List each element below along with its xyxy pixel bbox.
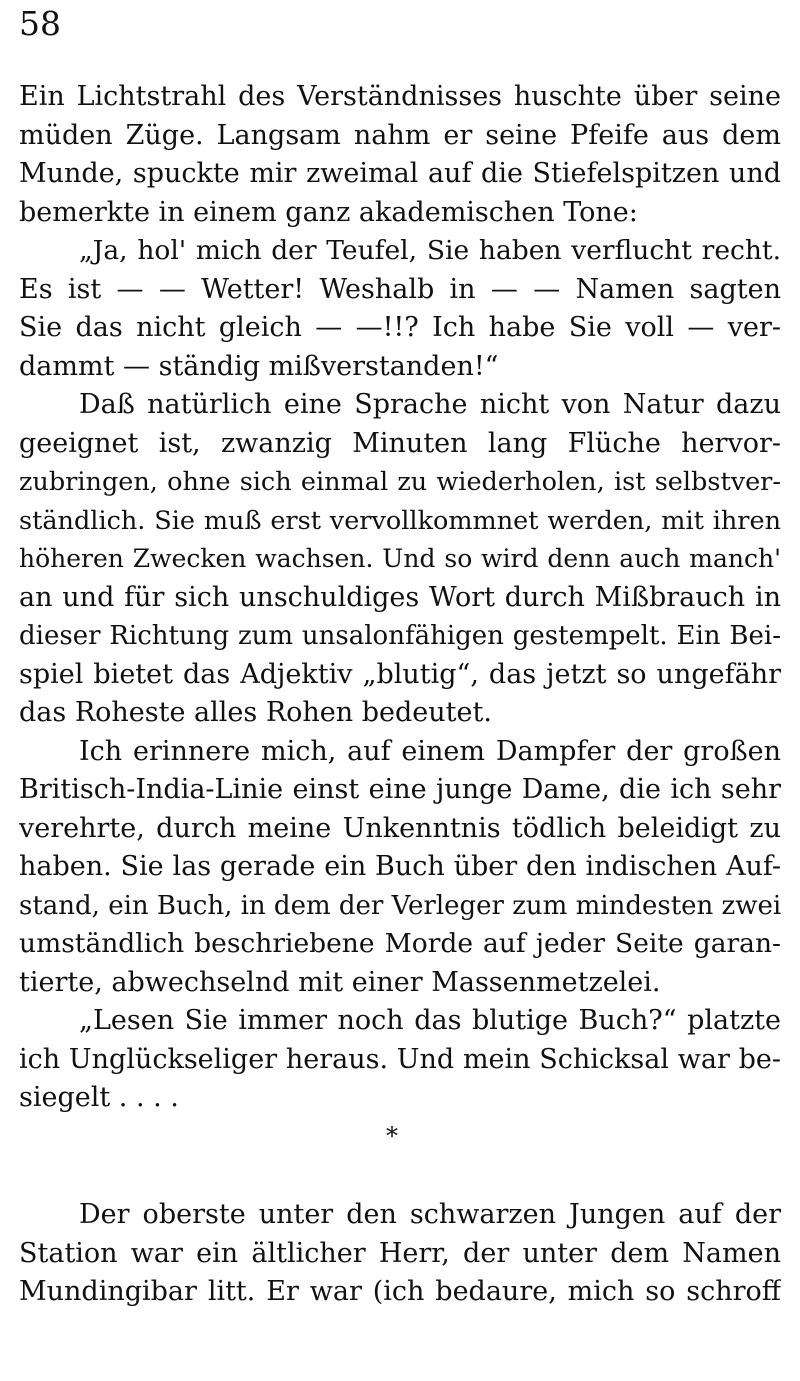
text-line: Munde, spuckte mir zweimal auf die Stiefelspitzen und [19, 158, 781, 189]
text-line: Sie das nicht gleich — —!!? Ich habe Sie voll — ver- [19, 312, 781, 343]
text-line: Ich erinnere mich, auf einem Dampfer der großen [79, 735, 781, 767]
section-ornament: * [386, 1122, 398, 1150]
text-line: haben. Sie las gerade ein Buch über den indischen Auf- [19, 851, 781, 882]
text-line: Ein Lichtstrahl des Verständnisses huschte über seine [19, 81, 781, 112]
text-line: Mundingibar litt. Er war (ich bedaure, mich so schroff [19, 1276, 781, 1307]
text-line: ständlich. Sie muß erst vervollkommnet werden, mit ihren [19, 505, 781, 536]
text-line: dammt — ständig mißverstanden!“ [19, 350, 499, 382]
text-line: spiel bietet das Adjektiv „blutig“, das jetzt so ungefähr [19, 658, 781, 690]
text-line: verehrte, durch meine Unkenntnis tödlich beleidigt zu [19, 812, 781, 844]
text-line: dieser Richtung zum unsalonfähigen gestempelt. Ein Bei- [19, 621, 781, 651]
text-line: stand, ein Buch, in dem der Verleger zum mindesten zwei [19, 890, 781, 921]
text-block-main [19, 78, 781, 1118]
text-line: siegelt . . . . [19, 1082, 179, 1113]
text-line: ich Unglückseliger heraus. Und mein Schicksal war be- [19, 1043, 781, 1075]
text-line: Daß natürlich eine Sprache nicht von Natur dazu [79, 389, 781, 420]
text-line: umständlich beschriebene Morde auf jeder Seite garan- [19, 928, 781, 959]
page-number: 58 [19, 4, 61, 43]
text-line: zubringen, ohne sich einmal zu wiederholen, ist selbstver- [19, 467, 781, 497]
text-line: das Roheste alles Rohen bedeutet. [19, 697, 492, 728]
text-line: bemerkte in einem ganz akademischen Tone: [19, 196, 638, 228]
text-line: tierte, abwechselnd mit einer Massenmetzelei. [19, 966, 661, 998]
text-line: an und für sich unschuldiges Wort durch Mißbrauch in [19, 581, 781, 613]
text-line: Station war ein ältlicher Herr, der unter dem Namen [19, 1237, 781, 1269]
text-line: Es ist — — Wetter! Weshalb in — — Namen sagten [19, 273, 781, 305]
text-line: „Ja, hol' mich der Teufel, Sie haben verflucht recht. [79, 235, 781, 266]
text-line: „Lesen Sie immer noch das blutige Buch?“ platzte [79, 1005, 781, 1036]
text-line: müden Züge. Langsam nahm er seine Pfeife aus dem [19, 119, 781, 151]
text-line: Der oberste unter den schwarzen Jungen auf der [79, 1199, 781, 1230]
text-line: Britisch-India-Linie einst eine junge Dame, die ich sehr [19, 774, 781, 805]
text-line: höheren Zwecken wachsen. Und so wird denn auch manch' [19, 544, 781, 573]
text-line: geeignet ist, zwanzig Minuten lang Flüche hervor- [19, 427, 781, 459]
text-block-continuation [19, 1196, 781, 1312]
